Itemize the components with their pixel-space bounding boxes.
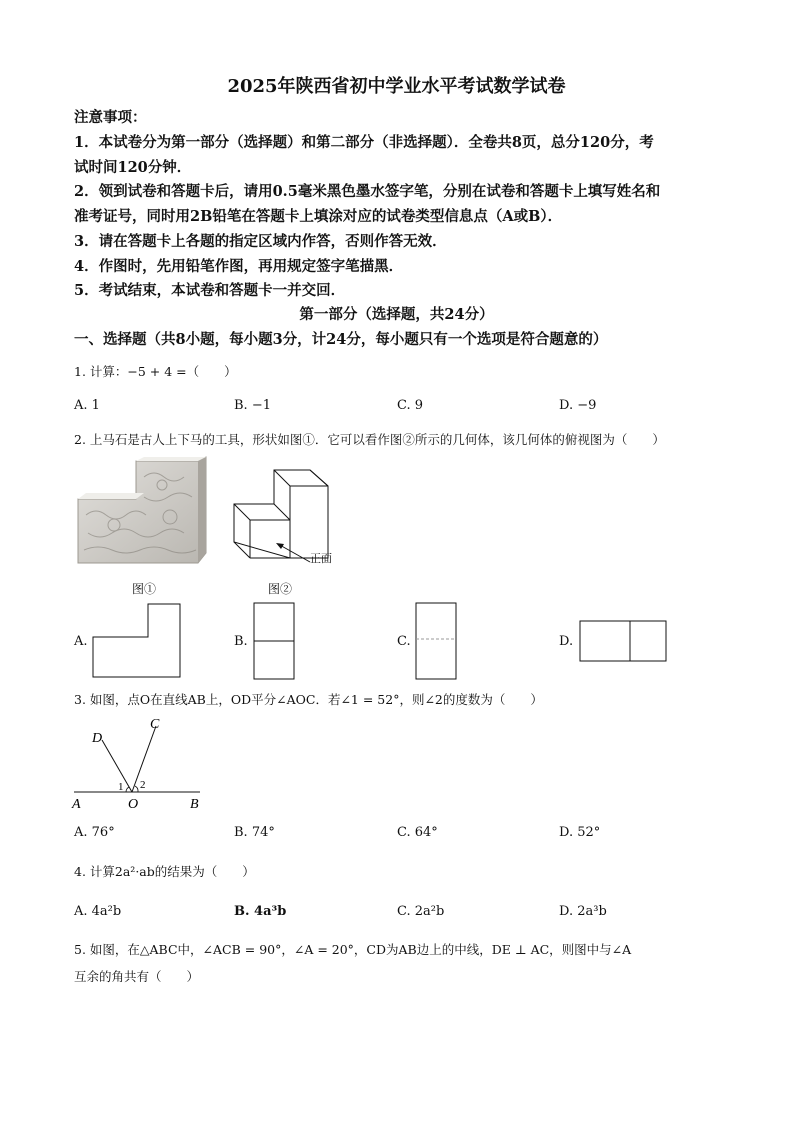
point-d-label: D (92, 731, 103, 746)
angle-figure (70, 712, 210, 812)
q2-option-b: B. (234, 634, 248, 649)
q3-option-b: B. 74° (234, 825, 275, 840)
page-title: 2025年陕西省初中学业水平考试数学试卷 (227, 76, 566, 97)
q2-option-d: D. (559, 634, 574, 649)
question-1-stem: 1. 计算：−5 + 4 =（ ） (74, 364, 237, 379)
notice-item-4: 4．作图时，先用铅笔作图，再用规定签字笔描黑． (74, 258, 404, 275)
q2-option-b-shape (253, 602, 295, 680)
section-heading: 一、选择题（共8小题，每小题3分，计24分，每小题只有一个选项是符合题意的） (74, 331, 608, 348)
front-direction-label: 正面 (310, 552, 332, 565)
q2-option-c-shape (415, 602, 457, 680)
q1-option-c: C. 9 (397, 398, 424, 413)
point-c-label: C (150, 717, 160, 732)
q2-option-d-shape (579, 620, 667, 662)
q3-option-a: A. 76° (74, 825, 115, 840)
notice-heading: 注意事项： (74, 109, 147, 126)
question-4-stem: 4. 计算2a²·ab的结果为（ ） (74, 864, 255, 879)
notice-item-5: 5．考试结束，本试卷和答题卡一并交回． (74, 282, 346, 299)
q3-option-c: C. 64° (397, 825, 438, 840)
q2-option-a: A. (74, 634, 88, 649)
question-5-stem-cont: 互余的角共有（ ） (74, 969, 200, 984)
q4-option-a: A. 4a²b (74, 904, 122, 919)
q2-option-a-shape (92, 603, 182, 679)
notice-item-2-cont: 准考证号，同时用2B铅笔在答题卡上填涂对应的试卷类型信息点（A或B）． (74, 208, 563, 225)
question-2-stem: 2. 上马石是古人上下马的工具，形状如图①．它可以看作图②所示的几何体，该几何体的俯视图为（ ） (74, 432, 665, 447)
point-o-label: O (128, 797, 139, 812)
question-3-stem: 3. 如图，点O在直线AB上，OD平分∠AOC．若∠1 = 52°，则∠2的度数为（ ） (74, 692, 543, 707)
q3-option-d: D. 52° (559, 825, 601, 840)
notice-item-2: 2．领到试卷和答题卡后，请用0.5毫米黑色墨水签字笔，分别在试卷和答题卡上填写姓名和 (74, 183, 661, 200)
figure-2-label: 图② (268, 582, 293, 596)
point-a-label: A (72, 797, 81, 812)
q4-option-b: B. 4a³b (234, 904, 287, 919)
notice-item-3: 3．请在答题卡上各题的指定区域内作答，否则作答无效． (74, 233, 447, 250)
angle-1-label: 1 (118, 781, 124, 793)
notice-item-1-cont: 试时间120分钟． (74, 159, 192, 176)
q1-option-b: B. −1 (234, 398, 271, 413)
q1-option-a: A. 1 (74, 398, 100, 413)
q4-option-d: D. 2a³b (559, 904, 607, 919)
q2-option-c: C. (397, 634, 411, 649)
figure-1-label: 图① (132, 582, 157, 596)
angle-2-label: 2 (140, 779, 146, 791)
point-b-label: B (190, 797, 199, 812)
question-5-stem: 5. 如图，在△ABC中，∠ACB = 90°，∠A = 20°，CD为AB边上的中线，DE ⊥ AC，则图中与∠A (74, 942, 632, 957)
part1-heading: 第一部分（选择题，共24分） (299, 306, 494, 323)
notice-item-1: 1．本试卷分为第一部分（选择题）和第二部分（非选择题）．全卷共8页，总分120分，考 (74, 134, 654, 151)
q1-option-d: D. −9 (559, 398, 597, 413)
mounting-stone-photo (74, 455, 214, 567)
q4-option-c: C. 2a²b (397, 904, 445, 919)
